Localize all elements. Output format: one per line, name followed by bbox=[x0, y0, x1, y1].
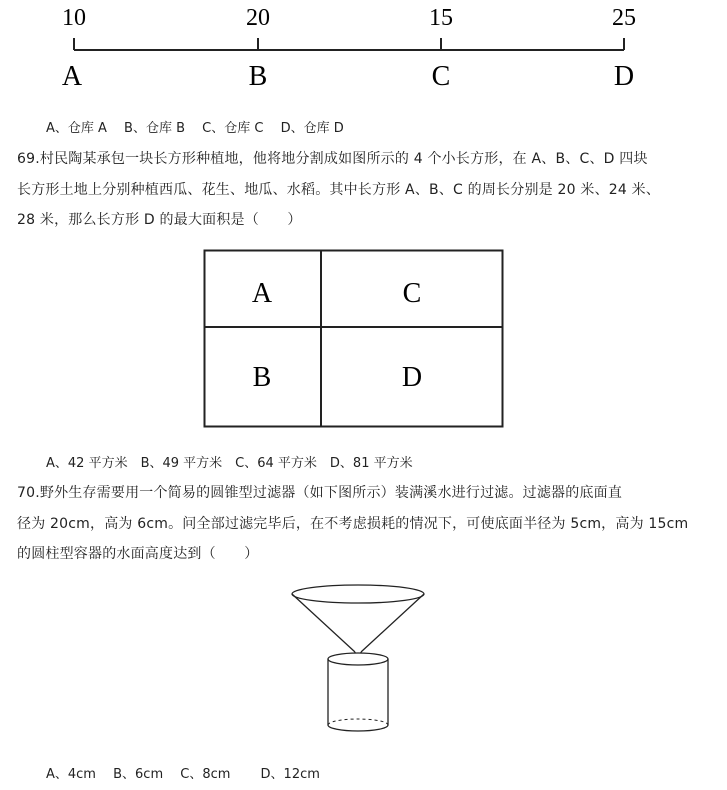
point-label-b: B bbox=[248, 61, 268, 92]
distance-label-b: 20 bbox=[246, 5, 270, 31]
q69-text-line-3: 28 米，那么长方形 D 的最大面积是（ ） bbox=[17, 212, 302, 228]
cone-filter-and-cylinder-figure bbox=[280, 570, 450, 740]
grid-label-b: B bbox=[252, 362, 272, 393]
grid-label-d: D bbox=[401, 362, 423, 393]
point-label-d: D bbox=[613, 61, 635, 92]
q70-text-line-2: 径为 20cm，高为 6cm。问全部过滤完毕后，在不考虑损耗的情况下，可使底面半径为 5cm，高为 15cm bbox=[17, 516, 689, 532]
cylinder-top bbox=[328, 653, 388, 665]
q68-options: A、仓库 A B、仓库 B C、仓库 C D、仓库 D bbox=[46, 121, 344, 136]
q70-options: A、4cm B、6cm C、8cm D、12cm bbox=[46, 767, 320, 782]
distance-label-a: 10 bbox=[62, 5, 86, 31]
cylinder-bottom-back bbox=[328, 719, 388, 725]
cone-rim bbox=[292, 585, 424, 603]
point-label-a: A bbox=[61, 61, 83, 92]
q69-options: A、42 平方米 B、49 平方米 C、64 平方米 D、81 平方米 bbox=[46, 456, 413, 471]
grid-label-c: C bbox=[402, 278, 422, 309]
q70-text-line-1: 70.野外生存需要用一个简易的圆锥型过滤器（如下图所示）装满溪水进行过滤。过滤器的底面直 bbox=[17, 485, 623, 501]
grid-outer-border bbox=[205, 251, 503, 427]
number-line-figure bbox=[0, 0, 727, 100]
point-label-c: C bbox=[431, 61, 451, 92]
q69-text-line-1: 69.村民陶某承包一块长方形种植地，他将地分割成如图所示的 4 个小长方形，在 A、B、C、D 四块 bbox=[17, 151, 648, 167]
distance-label-d: 25 bbox=[612, 5, 636, 31]
distance-label-c: 15 bbox=[429, 5, 453, 31]
q69-text-line-2: 长方形土地上分别种植西瓜、花生、地瓜、水稻。其中长方形 A、B、C 的周长分别是 20 米、24 米、 bbox=[17, 182, 661, 198]
grid-label-a: A bbox=[251, 278, 273, 309]
rectangle-grid-figure bbox=[203, 249, 505, 429]
cylinder-bottom-front bbox=[328, 725, 388, 731]
q70-text-line-3: 的圆柱型容器的水面高度达到（ ） bbox=[17, 546, 259, 562]
